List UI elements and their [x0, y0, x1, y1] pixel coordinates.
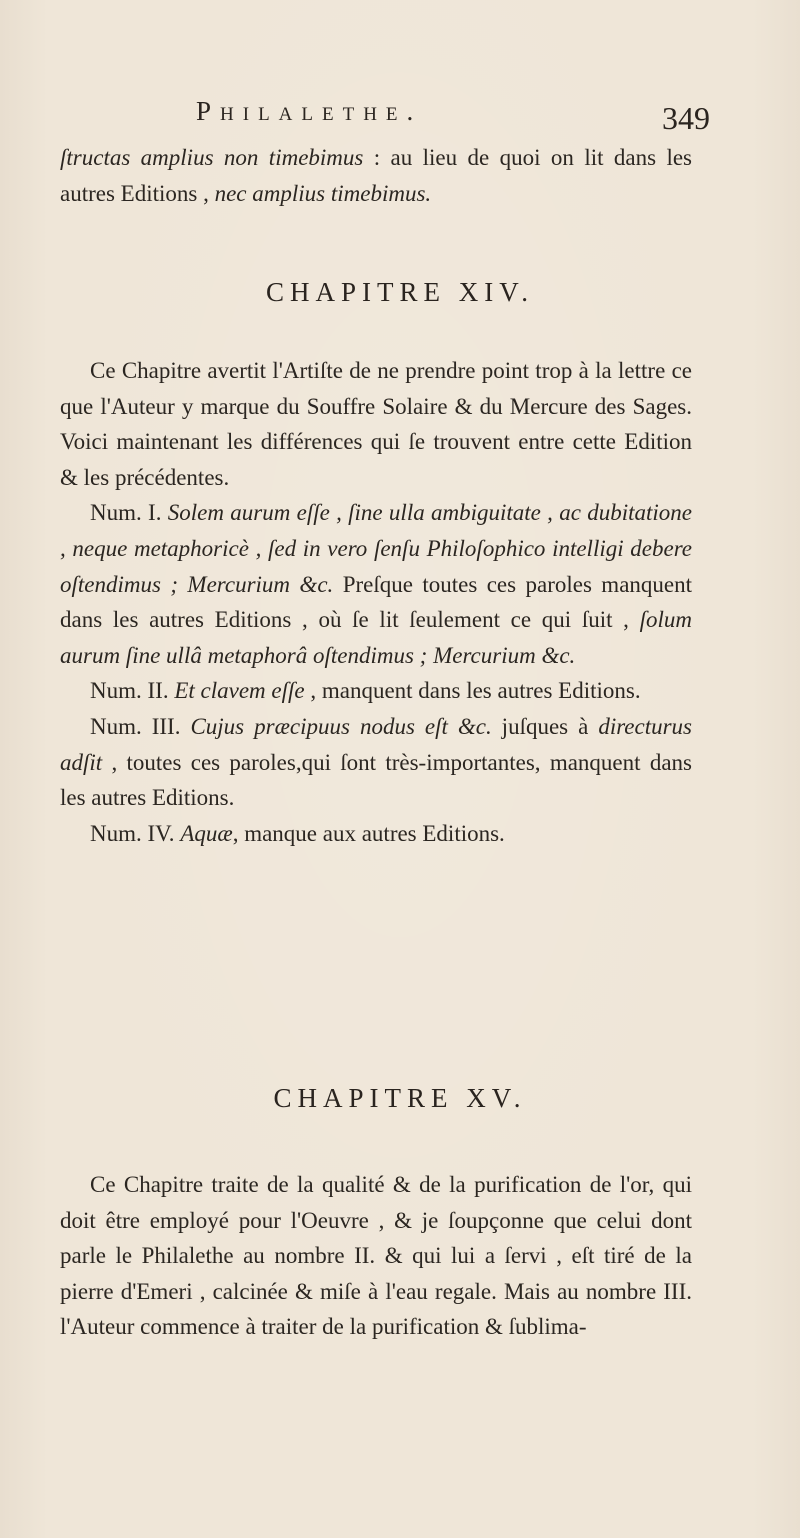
latin-phrase: Cujus præcipuus nodus eſt &c.: [190, 713, 492, 739]
chapter-xiv-body: [60, 353, 692, 851]
body-text: , manque aux autres Editions.: [232, 820, 505, 846]
latin-phrase: ſtructas amplius non timebimus: [60, 145, 364, 170]
latin-phrase: Aquæ: [180, 820, 233, 846]
chapter-xiv-intro: Ce Chapitre avertit l'Artiſte de ne prendre point trop à la lettre ce que l'Auteur y marque du Souffre Solaire & du Mercure des Sages. Voici maintenant les différences qui ſe trouvent entre cette Edition & les précédentes.: [60, 358, 692, 490]
running-head: Philalethe.: [196, 96, 423, 126]
body-text: , manquent dans les autres Editions.: [304, 678, 641, 704]
num-iv-label: Num. IV.: [90, 820, 181, 846]
intro-paragraph: [60, 140, 692, 211]
latin-phrase: ſolum aurum ſine ullâ metaphorâ oſtendimus ; Mercurium &c.: [60, 607, 692, 668]
latin-phrase: directurus adſit: [60, 713, 693, 775]
chapter-heading-xv: CHAPITRE XV.: [273, 1083, 527, 1113]
body-text: : au lieu de quoi on lit dans les autres Editions ,: [60, 145, 692, 206]
num-ii-paragraph: [60, 673, 692, 709]
chapter-xv-paragraph: Ce Chapitre traite de la qualité & de la purification de l'or, qui doit être employé pour l'Oeuvre , & je ſoupçonne que celui dont parle le Philalethe au nombre II. & qui lui a ſervi , eſt tiré de la pierre d'Emeri , calcinée & miſe à l'eau regale. Mais au nombre III. l'Auteur commence à traiter de la purification & ſublima-: [60, 1172, 692, 1340]
num-iv-paragraph: [60, 816, 692, 852]
num-iii-paragraph: [60, 709, 692, 816]
num-ii-label: Num. II.: [90, 678, 175, 704]
body-text: , toutes ces paroles,qui ſont très-importantes, manquent dans les autres Editions.: [60, 749, 692, 811]
latin-phrase: Et clavem eſſe: [174, 678, 305, 704]
body-text: juſques à: [491, 713, 599, 739]
page-number: 349: [662, 100, 710, 136]
chapter-xv-body: [60, 1167, 692, 1345]
latin-phrase: Solem aurum eſſe , ſine ulla ambiguitate , ac dubitatione , neque metaphoricè , ſed in vero ſenſu Philoſophico intelligi debere oſtendimus ; Mercurium &c.: [60, 500, 692, 597]
num-iii-label: Num. III.: [90, 713, 191, 739]
latin-phrase: nec amplius timebimus.: [214, 180, 432, 206]
num-i-paragraph: [60, 495, 692, 673]
num-i-label: Num. I.: [90, 500, 168, 526]
body-text: Preſque toutes ces paroles manquent dans les autres Editions , où ſe lit ſeulement ce qui ſuit ,: [60, 571, 692, 633]
chapter-heading-xiv: CHAPITRE XIV.: [265, 277, 534, 307]
